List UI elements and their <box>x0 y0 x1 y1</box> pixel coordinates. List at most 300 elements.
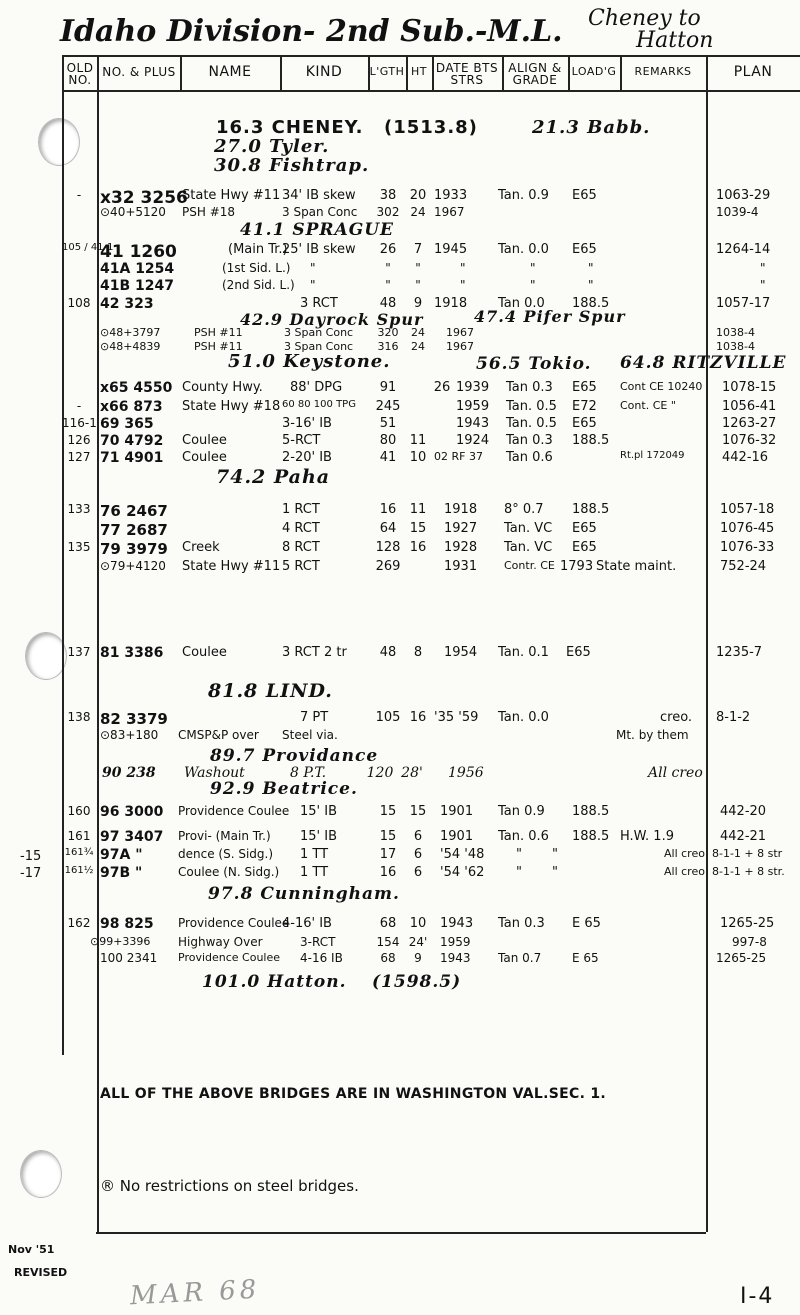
table-row <box>0 847 800 865</box>
kind-cell: 60 80 100 TPG <box>282 399 356 410</box>
old-no-cell: 137 <box>67 645 91 659</box>
date-cell: 1939 <box>456 380 490 395</box>
plan-cell: 1078-15 <box>722 380 777 395</box>
kind-cell: " <box>310 261 316 275</box>
loading-cell: 1793 <box>560 559 594 574</box>
col-header-remarks: REMARKS <box>634 65 692 78</box>
bridge-no-cell: 82 3379 <box>100 710 168 728</box>
length-cell: 17 <box>379 847 397 862</box>
height-cell: " <box>415 261 421 275</box>
align-grade-cell: Tan. 0.5 <box>506 399 557 414</box>
date-cell: 1933 <box>434 188 468 203</box>
date-cell: 1927 <box>444 521 478 536</box>
table-row <box>0 205 800 223</box>
length-cell: 68 <box>379 916 397 931</box>
loading-cell: E65 <box>572 242 597 257</box>
old-no-cell: 161½ <box>64 865 94 876</box>
plan-cell: 1039-4 <box>716 205 759 219</box>
date-cell: 1918 <box>444 502 478 517</box>
date-cell: 1967 <box>434 205 465 219</box>
name-cell: Providence Coulee <box>178 916 290 930</box>
height-cell: 24 <box>411 326 425 339</box>
height-cell: 24 <box>410 205 426 219</box>
table-row <box>0 710 800 728</box>
plan-cell: 1057-18 <box>720 502 775 517</box>
bridge-no-cell: x66 873 <box>100 399 163 415</box>
kind-cell: 3-RCT <box>300 935 336 949</box>
date-cell: " <box>460 261 466 275</box>
height-cell: 24' <box>408 935 428 949</box>
punch-hole-top <box>38 118 80 166</box>
plan-cell: 1038-4 <box>716 340 755 353</box>
table-row <box>0 540 800 558</box>
name-cell: Coulee <box>182 433 227 448</box>
bridge-no-cell: ⊙79+4120 <box>100 559 166 573</box>
align-grade-cell: Tan 0.3 <box>506 380 553 395</box>
station-dayrock: 42.9 Dayrock Spur <box>240 310 424 329</box>
plan-cell: 1235-7 <box>716 645 763 660</box>
loading-cell: E 65 <box>572 916 601 931</box>
plan-cell: " <box>760 278 766 292</box>
margin-note: -17 <box>20 866 42 881</box>
length-cell: 48 <box>379 645 397 660</box>
align-grade-cell: Tan. 0.5 <box>506 416 557 431</box>
kind-cell: 3-16' IB <box>282 416 332 431</box>
bridge-no-cell: 69 365 <box>100 416 154 432</box>
col-header-align: ALIGN & GRADE <box>508 61 562 87</box>
table-row <box>0 340 800 358</box>
station-providence: 89.7 Providance <box>210 746 379 766</box>
table-row <box>0 278 800 296</box>
old-no-cell: 161 <box>67 829 91 843</box>
bridge-no-cell: 42 323 <box>100 296 154 312</box>
footnote-restrictions: ® No restrictions on steel bridges. <box>100 1177 359 1195</box>
station-beatrice: 92.9 Beatrice. <box>210 779 358 799</box>
col-header-kind: KIND <box>305 64 343 80</box>
plan-cell: 1038-4 <box>716 326 755 339</box>
height-cell: 24 <box>411 340 425 353</box>
plan-cell: 1057-17 <box>716 296 771 311</box>
name-cell: PSH #18 <box>182 205 236 219</box>
length-cell: 128 <box>375 540 401 555</box>
align-grade-cell: Tan. 0.0 <box>498 710 549 725</box>
length-cell: 91 <box>379 380 397 395</box>
length-cell: " <box>385 278 391 292</box>
old-no-cell: 133 <box>67 502 91 516</box>
name-cell: Providence Coulee <box>178 951 281 964</box>
length-cell: 26 <box>379 242 397 257</box>
date-cell: 1959 <box>456 399 490 414</box>
name-cell: Coulee (N. Sidg.) <box>178 865 280 879</box>
plan-cell: 997-8 <box>732 935 767 949</box>
loading-cell: " <box>588 278 594 292</box>
name-cell: Provi- (Main Tr.) <box>178 829 271 843</box>
length-cell: 105 <box>375 710 401 725</box>
remarks-cell: Cont CE 10240 <box>620 380 703 393</box>
date-cell: 1943 <box>440 951 471 965</box>
col-header-load: LOAD'G <box>571 65 617 78</box>
length-cell: 316 <box>377 340 399 353</box>
table-row <box>0 450 800 468</box>
bridge-no-cell: 81 3386 <box>100 645 164 661</box>
kind-cell: 4 RCT <box>282 521 320 536</box>
bridge-no-cell: 41A 1254 <box>100 261 175 277</box>
kind-cell: 8 P.T. <box>290 765 327 781</box>
date-cell: 1967 <box>446 340 474 353</box>
name-cell: Coulee <box>182 645 227 660</box>
remarks-cell: creo. <box>660 710 693 725</box>
length-cell: 41 <box>379 450 397 465</box>
remarks-cell: All creo <box>648 765 703 781</box>
station-hatton: 101.0 Hatton. <box>202 972 347 992</box>
remarks-cell: All creo <box>664 847 705 860</box>
old-no-cell: 162 <box>67 916 91 930</box>
name-cell: Creek <box>182 540 220 555</box>
length-cell: 51 <box>379 416 397 431</box>
date-cell: '35 '59 <box>434 710 479 725</box>
align-grade-cell: Tan 0.7 <box>498 951 542 965</box>
date-cell: 1918 <box>434 296 468 311</box>
received-stamp: MAR 68 <box>129 1274 262 1312</box>
name-cell: PSH #11 <box>194 340 243 353</box>
station-cunningham: 97.8 Cunningham. <box>208 884 400 904</box>
header-bottom-rule <box>62 90 800 92</box>
date-cell: 1956 <box>448 765 484 781</box>
loading-cell: " <box>552 865 558 880</box>
loading-cell: E65 <box>566 645 591 660</box>
name-cell: (Main Tr.) <box>228 242 288 257</box>
kind-cell: 3 RCT 2 tr <box>282 645 347 660</box>
kind-cell: 1 TT <box>300 847 329 862</box>
segment-from: Cheney to <box>588 6 701 31</box>
bridge-no-cell: 70 4792 <box>100 433 164 449</box>
plan-cell: 8-1-1 + 8 str <box>712 847 783 860</box>
plan-cell: " <box>760 261 766 275</box>
plan-cell: 1265-25 <box>720 916 775 931</box>
bridge-no-cell: 41 1260 <box>100 242 177 262</box>
kind-cell: " <box>310 278 316 292</box>
align-grade-cell: Tan. 0.0 <box>498 242 549 257</box>
bridge-no-cell: ⊙99+3396 <box>90 935 151 948</box>
bridge-no-cell: 97A " <box>100 847 143 863</box>
col-header-plan: PLAN <box>733 64 773 80</box>
table-row <box>0 416 800 434</box>
col-header-name: NAME <box>208 64 252 80</box>
old-no-cell: 126 <box>67 433 91 447</box>
table-row <box>0 188 800 206</box>
loading-cell: E65 <box>572 188 597 203</box>
date-cell: 1943 <box>440 916 474 931</box>
bridge-no-cell: x32 3256 <box>100 188 188 208</box>
station-lind: 81.8 LIND. <box>208 680 333 702</box>
old-no-cell: 135 <box>67 540 91 554</box>
date-cell: 1959 <box>440 935 471 949</box>
kind-cell: 1 RCT <box>282 502 320 517</box>
length-cell: 302 <box>376 205 400 219</box>
old-no-cell: 105 / 41-1 <box>62 242 114 253</box>
station-babb: 21.3 Babb. <box>532 117 651 138</box>
col-header-ht: HT <box>411 65 427 78</box>
height-cell: 11 <box>409 433 427 448</box>
old-no-cell: - <box>76 399 82 413</box>
station-tyler: 27.0 Tyler. <box>214 136 330 157</box>
align-grade-cell: Tan 0.9 <box>498 804 545 819</box>
plan-cell: 442-21 <box>720 829 767 844</box>
align-grade-cell: " <box>516 865 522 880</box>
bridge-no-cell: ⊙83+180 <box>100 728 159 742</box>
station-ritzville: 64.8 RITZVILLE <box>620 353 787 373</box>
table-row <box>0 728 800 746</box>
table-bottom-rule <box>96 1232 706 1234</box>
loading-cell: 188.5 <box>572 433 610 448</box>
bridge-no-cell: 90 238 <box>102 765 156 781</box>
date-cell: 1924 <box>456 433 490 448</box>
kind-cell: 3 Span Conc <box>284 340 354 353</box>
table-row <box>0 380 800 398</box>
align-grade-cell: Contr. CE <box>504 559 555 572</box>
plan-cell: 1076-32 <box>722 433 777 448</box>
plan-cell: 1076-45 <box>720 521 775 536</box>
table-row <box>0 865 800 883</box>
plan-cell: 1076-33 <box>720 540 775 555</box>
date-cell: 1945 <box>434 242 468 257</box>
old-no-cell: 108 <box>67 296 91 310</box>
name-cell: CMSP&P over <box>178 728 259 742</box>
name-cell: Coulee <box>182 450 227 465</box>
table-row <box>0 916 800 934</box>
segment-to: Hatton <box>636 28 714 53</box>
align-grade-cell: Tan 0.3 <box>498 916 545 931</box>
align-grade-cell: Tan 0.3 <box>506 433 553 448</box>
length-cell: 80 <box>379 433 397 448</box>
loading-cell: 188.5 <box>572 829 610 844</box>
table-row <box>0 296 800 314</box>
length-cell: 68 <box>380 951 396 965</box>
table-row <box>0 521 800 539</box>
old-no-cell: 160 <box>67 804 91 818</box>
remarks-cell: All creo <box>664 865 705 878</box>
name-cell: Washout <box>184 765 245 781</box>
height-cell: 6 <box>413 847 423 862</box>
footnote-location: ALL OF THE ABOVE BRIDGES ARE IN WASHINGTON VAL.SEC. 1. <box>100 1086 607 1102</box>
height-cell: 28' <box>401 765 423 781</box>
loading-cell: " <box>588 261 594 275</box>
table-row <box>0 242 800 260</box>
table-row <box>0 804 800 822</box>
kind-cell: 1 TT <box>300 865 329 880</box>
loading-cell: E65 <box>572 540 597 555</box>
station-fishtrap: 30.8 Fishtrap. <box>214 155 370 176</box>
old-no-cell: 127 <box>67 450 91 464</box>
loading-cell: E65 <box>572 380 597 395</box>
length-cell: 38 <box>379 188 397 203</box>
station-hatton-elevation: (1598.5) <box>372 972 462 992</box>
station-pifer: 47.4 Pifer Spur <box>474 307 626 326</box>
kind-cell: 5 RCT <box>282 559 320 574</box>
table-row <box>0 433 800 451</box>
bridge-no-cell: 41B 1247 <box>100 278 174 294</box>
date-cell: " <box>460 278 466 292</box>
height-cell: 10 <box>409 450 427 465</box>
loading-cell: E72 <box>572 399 597 414</box>
table-row <box>0 829 800 847</box>
length-cell: 16 <box>379 865 397 880</box>
align-grade-cell: Tan. 0.1 <box>498 645 549 660</box>
col-header-lgth: L'GTH <box>369 65 405 78</box>
plan-cell: 8-1-2 <box>716 710 751 725</box>
name-cell: Highway Over <box>178 935 263 949</box>
header-top-rule <box>62 55 800 57</box>
date-cell: 1901 <box>440 829 474 844</box>
length-cell: 245 <box>375 399 401 414</box>
page-number: I-4 <box>740 1284 775 1309</box>
align-grade-cell: Tan. VC <box>504 521 553 536</box>
height-cell: " <box>415 278 421 292</box>
plan-cell: 1063-29 <box>716 188 771 203</box>
align-grade-cell: Tan 0.6 <box>506 450 553 465</box>
bridge-no-cell: 71 4901 <box>100 450 164 466</box>
table-row <box>0 261 800 279</box>
align-grade-cell: Tan. 0.6 <box>498 829 549 844</box>
bridge-no-cell: 77 2687 <box>100 521 168 539</box>
name-cell: PSH #11 <box>194 326 243 339</box>
col-rule-no <box>97 55 99 1232</box>
bridge-no-cell: x65 4550 <box>100 380 173 396</box>
date-cell: 1928 <box>444 540 478 555</box>
height-cell: 15 <box>409 521 427 536</box>
station-cheney-elevation: (1513.8) <box>384 117 478 138</box>
table-row <box>0 559 800 577</box>
col-header-no: NO. & PLUS <box>102 65 176 79</box>
loading-cell: E 65 <box>572 951 599 965</box>
height-cell: 9 <box>413 296 423 311</box>
name-cell: (1st Sid. L.) <box>222 261 291 275</box>
length-cell: 320 <box>377 326 399 339</box>
old-no-cell: 161¾ <box>64 847 94 858</box>
length-cell: 64 <box>379 521 397 536</box>
height-cell: 6 <box>413 865 423 880</box>
plan-cell: 442-20 <box>720 804 767 819</box>
table-row <box>0 951 800 969</box>
col-header-old: OLD NO. <box>66 61 94 87</box>
table-row <box>0 399 800 417</box>
align-grade-cell: Tan 0.0 <box>498 296 545 311</box>
margin-note: -15 <box>20 849 42 864</box>
date-cell: 1901 <box>440 804 474 819</box>
name-cell: Providence Coulee <box>178 804 290 818</box>
bridge-no-cell: 97B " <box>100 865 143 881</box>
date-cell: 1967 <box>446 326 474 339</box>
plan-cell: 442-16 <box>722 450 769 465</box>
length-cell: 269 <box>375 559 401 574</box>
loading-cell: " <box>552 847 558 862</box>
remarks-cell: H.W. 1.9 <box>620 829 674 844</box>
remarks-cell: State maint. <box>596 559 677 574</box>
date-cell: '54 '48 <box>440 847 485 862</box>
bridge-no-cell: 96 3000 <box>100 804 164 820</box>
remarks-cell: Cont. CE " <box>620 399 676 412</box>
table-row <box>0 765 800 783</box>
col-rule-plan <box>706 55 708 1232</box>
length-cell: 154 <box>376 935 400 949</box>
remarks-cell: Rt.pl 172049 <box>620 450 685 461</box>
kind-cell: 2-20' IB <box>282 450 332 465</box>
bridge-no-cell: 79 3979 <box>100 540 168 558</box>
kind-cell: 8 RCT <box>282 540 320 555</box>
height-cell: 16 <box>409 540 427 555</box>
col-header-date: DATE BTS STRS <box>435 61 499 87</box>
plan-cell: 752-24 <box>720 559 767 574</box>
old-no-cell: 138 <box>67 710 91 724</box>
align-grade-cell: Tan. VC <box>504 540 553 555</box>
name-cell: County Hwy. <box>182 380 263 395</box>
name-cell: dence (S. Sidg.) <box>178 847 274 861</box>
height-cell: 15 <box>409 804 427 819</box>
kind-cell: 15' IB <box>300 829 338 844</box>
name-cell: State Hwy #18 <box>182 399 281 414</box>
height-cell: 11 <box>409 502 427 517</box>
station-keystone: 51.0 Keystone. <box>228 351 391 372</box>
kind-cell: 3 Span Conc <box>282 205 358 219</box>
plan-cell: 1056-41 <box>722 399 777 414</box>
page-title: Idaho Division- 2nd Sub.-M.L. <box>60 14 563 49</box>
bridge-no-cell: ⊙48+4839 <box>100 340 161 353</box>
bridge-no-cell: 97 3407 <box>100 829 164 845</box>
height-cell: 10 <box>409 916 427 931</box>
bridge-no-cell: 100 2341 <box>100 951 158 965</box>
kind-cell: 5-RCT <box>282 433 321 448</box>
kind-cell: 34' IB skew <box>282 188 356 203</box>
date-cell: 1931 <box>444 559 478 574</box>
loading-cell: 188.5 <box>572 502 610 517</box>
old-no-cell: - <box>76 188 82 202</box>
station-paha: 74.2 Paha <box>216 466 331 488</box>
date-cell: '54 '62 <box>440 865 485 880</box>
kind-cell: 7 PT <box>300 710 329 725</box>
length-cell: 15 <box>379 804 397 819</box>
loading-cell: 188.5 <box>572 804 610 819</box>
length-cell: 120 <box>366 765 394 781</box>
align-grade-cell: " <box>530 261 536 275</box>
kind-cell: 4-16 IB <box>300 951 343 965</box>
plan-cell: 8-1-1 + 8 str. <box>712 865 785 878</box>
length-cell: 48 <box>379 296 397 311</box>
length-cell: 16 <box>379 502 397 517</box>
date-cell: 1943 <box>456 416 490 431</box>
station-sprague: 41.1 SPRAGUE <box>240 220 395 240</box>
name-cell: State Hwy #11 <box>182 188 281 203</box>
name-cell: (2nd Sid. L.) <box>222 278 295 292</box>
bridge-no-cell: 98 825 <box>100 916 154 932</box>
loading-cell: 188.5 <box>572 296 610 311</box>
kind-cell: 3 Span Conc <box>284 326 354 339</box>
kind-cell: 25' IB skew <box>282 242 356 257</box>
height-cell: 7 <box>413 242 423 257</box>
date-cell: 02 RF 37 <box>434 450 483 463</box>
align-grade-cell: " <box>516 847 522 862</box>
remarks-cell: Mt. by them <box>616 728 689 742</box>
kind-cell: 3 RCT <box>300 296 338 311</box>
bridge-no-cell: 76 2467 <box>100 502 168 520</box>
table-row <box>0 502 800 520</box>
loading-cell: E65 <box>572 521 597 536</box>
name-cell: State Hwy #11 <box>182 559 281 574</box>
height-cell: 8 <box>413 645 423 660</box>
bridge-no-cell: ⊙48+3797 <box>100 326 161 339</box>
plan-cell: 1264-14 <box>716 242 771 257</box>
align-grade-cell: 8° 0.7 <box>504 502 544 517</box>
table-row <box>0 645 800 663</box>
